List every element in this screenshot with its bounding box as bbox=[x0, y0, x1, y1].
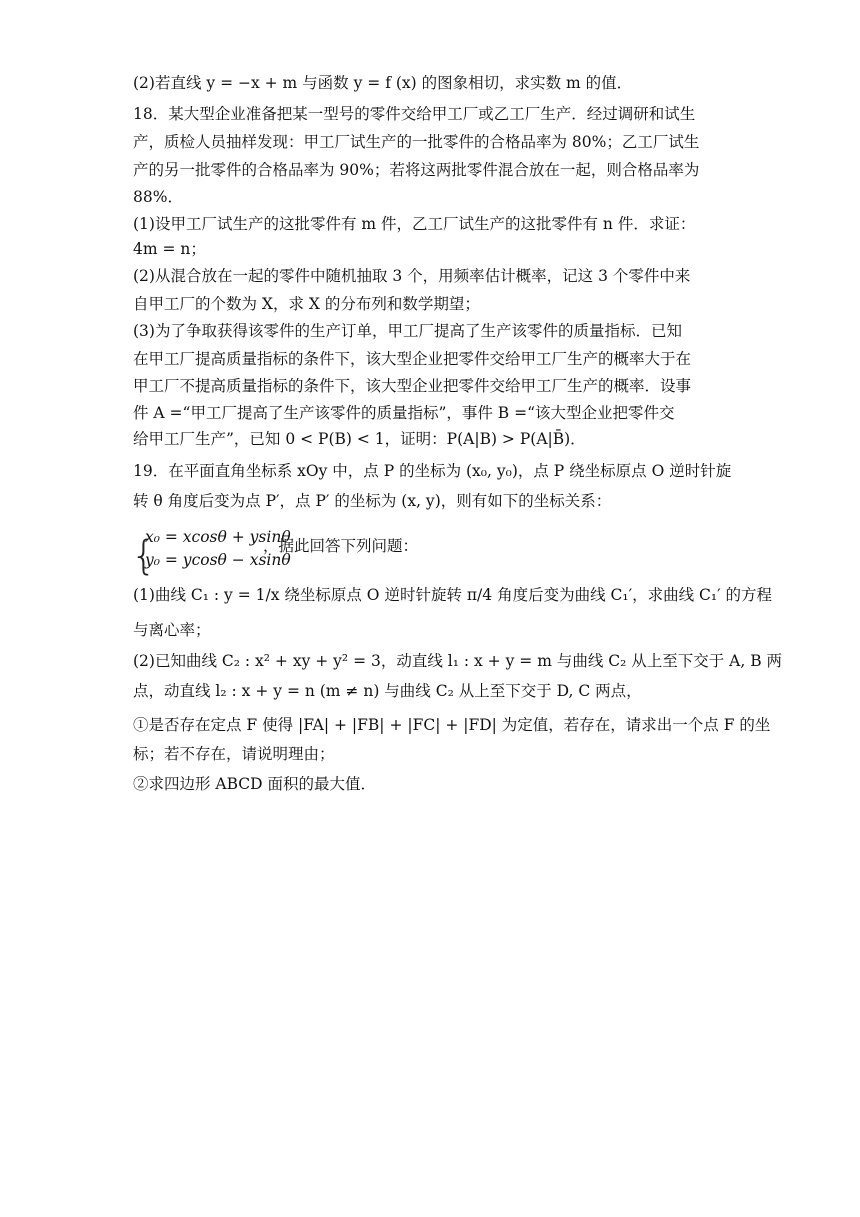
q18-line-2: 产，质检人员抽样发现：甲工厂试生产的一批零件的合格品率为 80%；乙工厂试生 bbox=[133, 133, 700, 151]
q19-sub1-line-2: 标；若不存在，请说明理由； bbox=[133, 745, 335, 763]
q18-part3-line-1: (3)为了争取获得该零件的生产订单，甲工厂提高了生产该零件的质量指标．已知 bbox=[133, 322, 682, 340]
q19-part1-line-2: 与离心率； bbox=[133, 621, 211, 639]
q18-part3-line-4: 件 A =“甲工厂提高了生产该零件的质量指标”，事件 B =“该大型企业把零件交 bbox=[133, 404, 675, 422]
q19-line-2: 转 θ 角度后变为点 P′，点 P′ 的坐标为 (x, y)，则有如下的坐标关系： bbox=[133, 492, 612, 510]
q18-part3-line-3: 甲工厂不提高质量指标的条件下，该大型企业把零件交给甲工厂生产的概率．设事 bbox=[133, 377, 692, 395]
q19-part2-line-1: (2)已知曲线 C₂ : x² + xy + y² = 3，动直线 l₁ : x + y = m 与曲线 C₂ 从上至下交于 A, B 两 bbox=[133, 652, 783, 670]
system-equation-1: x₀ = xcosθ + ysinθ bbox=[145, 528, 291, 546]
q18-part1-line-1: (1)设甲工厂试生产的这批零件有 m 件，乙工厂试生产的这批零件有 n 件．求证： bbox=[133, 215, 696, 233]
system-tail: ，据此回答下列问题： bbox=[263, 537, 419, 555]
system-brace: { bbox=[131, 533, 157, 579]
q19-part2-line-2: 点，动直线 l₂ : x + y = n (m ≠ n) 与曲线 C₂ 从上至下交于 D, C 两点， bbox=[133, 682, 642, 700]
system-equation-2: y₀ = ycosθ − xsinθ bbox=[145, 551, 291, 569]
q19-part1-line-1: (1)曲线 C₁ : y = 1/x 绕坐标原点 O 逆时针旋转 π/4 角度后变为曲线 C₁′，求曲线 C₁′ 的方程 bbox=[133, 586, 773, 604]
q18-part3-line-2: 在甲工厂提高质量指标的条件下，该大型企业把零件交给甲工厂生产的概率大于在 bbox=[133, 350, 692, 368]
q18-part3-line-5: 给甲工厂生产”，已知 0 < P(B) < 1，证明：P(A|B) > P(A|B̄)． bbox=[133, 430, 586, 448]
q19-sub1-line-1: ①是否存在定点 F 使得 |FA| + |FB| + |FC| + |FD| 为定值，若存在，请求出一个点 F 的坐 bbox=[133, 716, 771, 734]
q17-part2: (2)若直线 y = −x + m 与函数 y = f (x) 的图象相切，求实数 m 的值． bbox=[133, 74, 633, 92]
q18-part1-line-2: 4m = n； bbox=[133, 240, 206, 258]
q18-part2-line-1: (2)从混合放在一起的零件中随机抽取 3 个，用频率估计概率，记这 3 个零件中来 bbox=[133, 267, 691, 285]
q19-line-1: 19．在平面直角坐标系 xOy 中，点 P 的坐标为 (x₀, y₀)，点 P 绕坐标原点 O 逆时针旋 bbox=[133, 462, 732, 480]
q18-line-1: 18．某大型企业准备把某一型号的零件交给甲工厂或乙工厂生产．经过调研和试生 bbox=[133, 105, 696, 123]
q18-line-3: 产的另一批零件的合格品率为 90%；若将这两批零件混合放在一起，则合格品率为 bbox=[133, 161, 700, 179]
q18-line-4: 88%． bbox=[133, 188, 183, 206]
q19-sub2: ②求四边形 ABCD 面积的最大值． bbox=[133, 775, 377, 793]
q18-part2-line-2: 自甲工厂的个数为 X，求 X 的分布列和数学期望； bbox=[133, 295, 480, 313]
